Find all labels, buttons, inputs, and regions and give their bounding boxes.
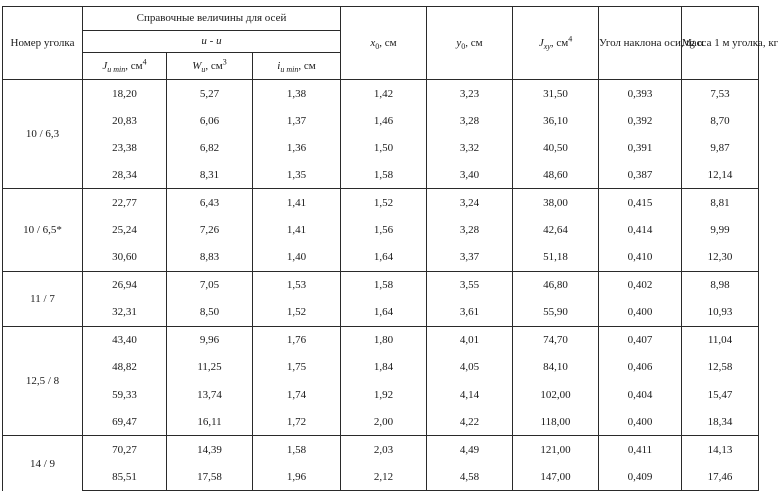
w-u-unit: , см [205, 59, 223, 72]
x0-subscript: 0 [375, 41, 380, 51]
header-j-u-min [83, 53, 167, 80]
jxy-cell: 84,10 [513, 354, 599, 381]
mass-cell: 8,70 [682, 107, 759, 134]
tan-alpha-cell: 0,409 [599, 463, 682, 491]
y0-cell: 3,24 [427, 189, 513, 217]
x0-cell: 1,58 [341, 271, 427, 299]
y0-cell: 4,22 [427, 408, 513, 436]
table-row [3, 189, 759, 217]
header-x0 [341, 7, 427, 80]
mass-cell: 8,98 [682, 271, 759, 299]
y0-cell: 3,40 [427, 161, 513, 189]
jxy-cell: 42,64 [513, 216, 599, 243]
i-u-min-cell: 1,37 [253, 107, 341, 134]
jxy-cell: 118,00 [513, 408, 599, 436]
j-u-min-cell: 48,82 [83, 354, 167, 381]
header-i-u-min [253, 53, 341, 80]
table-row [3, 134, 759, 161]
w-u-cell: 14,39 [167, 436, 253, 464]
y0-cell: 3,28 [427, 216, 513, 243]
x0-cell: 1,64 [341, 299, 427, 327]
tan-alpha-cell: 0,415 [599, 189, 682, 217]
jxy-subscript: xy [543, 41, 551, 51]
jxy-cell: 51,18 [513, 244, 599, 272]
jxy-cell: 74,70 [513, 326, 599, 354]
w-u-cell: 8,83 [167, 244, 253, 272]
j-u-min-cell: 59,33 [83, 381, 167, 408]
j-u-min-cell: 22,77 [83, 189, 167, 217]
w-u-symbol: W [192, 59, 202, 72]
i-u-min-cell: 1,52 [253, 299, 341, 327]
i-u-min-cell: 1,72 [253, 408, 341, 436]
j-u-min-cell: 43,40 [83, 326, 167, 354]
tan-alpha-cell: 0,411 [599, 436, 682, 464]
j-u-min-cell: 32,31 [83, 299, 167, 327]
x0-cell: 2,00 [341, 408, 427, 436]
i-u-min-cell: 1,75 [253, 354, 341, 381]
w-u-power: 3 [222, 56, 227, 66]
angle-number-cell: 14 / 9 [3, 436, 83, 491]
j-u-min-unit: , см [125, 59, 143, 72]
table-row [3, 80, 759, 108]
j-u-min-symbol: J [102, 59, 108, 72]
mass-cell: 9,87 [682, 134, 759, 161]
tan-alpha-cell: 0,400 [599, 299, 682, 327]
i-u-min-cell: 1,41 [253, 189, 341, 217]
w-u-cell: 8,31 [167, 161, 253, 189]
j-u-min-cell: 20,83 [83, 107, 167, 134]
j-u-min-cell: 18,20 [83, 80, 167, 108]
tan-alpha-cell: 0,407 [599, 326, 682, 354]
jxy-cell: 31,50 [513, 80, 599, 108]
header-w-u [167, 53, 253, 80]
header-jxy [513, 7, 599, 80]
tan-alpha-cell: 0,392 [599, 107, 682, 134]
mass-cell: 12,30 [682, 244, 759, 272]
mass-cell: 9,99 [682, 216, 759, 243]
y0-cell: 4,49 [427, 436, 513, 464]
jxy-cell: 102,00 [513, 381, 599, 408]
y0-cell: 4,05 [427, 354, 513, 381]
j-u-min-cell: 70,27 [83, 436, 167, 464]
angle-number-cell: 10 / 6,3 [3, 80, 83, 189]
tan-alpha-cell: 0,393 [599, 80, 682, 108]
table-row [3, 299, 759, 327]
header-inclination-angle: Угол наклона оси, tg α [599, 7, 682, 80]
table-body [3, 80, 759, 491]
j-u-min-cell: 23,38 [83, 134, 167, 161]
x0-cell: 1,50 [341, 134, 427, 161]
i-u-min-cell: 1,40 [253, 244, 341, 272]
j-u-min-subscript: u min [107, 64, 126, 74]
mass-cell: 8,81 [682, 189, 759, 217]
w-u-cell: 16,11 [167, 408, 253, 436]
tan-alpha-cell: 0,410 [599, 244, 682, 272]
table-row [3, 161, 759, 189]
i-u-min-cell: 1,35 [253, 161, 341, 189]
tan-alpha-cell: 0,414 [599, 216, 682, 243]
w-u-cell: 13,74 [167, 381, 253, 408]
w-u-subscript: u [201, 64, 206, 74]
table-row [3, 271, 759, 299]
header-axis-u: u - u [83, 31, 341, 53]
w-u-cell: 8,50 [167, 299, 253, 327]
w-u-cell: 11,25 [167, 354, 253, 381]
j-u-min-cell: 30,60 [83, 244, 167, 272]
j-u-min-cell: 85,51 [83, 463, 167, 491]
tan-alpha-cell: 0,387 [599, 161, 682, 189]
x0-cell: 1,58 [341, 161, 427, 189]
jxy-cell: 48,60 [513, 161, 599, 189]
x0-cell: 1,80 [341, 326, 427, 354]
table-row [3, 436, 759, 464]
y0-subscript: 0 [461, 41, 466, 51]
jxy-cell: 38,00 [513, 189, 599, 217]
mass-cell: 12,58 [682, 354, 759, 381]
angle-properties-table [2, 6, 778, 491]
mass-cell: 12,14 [682, 161, 759, 189]
header-mass: Масса 1 м уголка, кг [682, 7, 759, 80]
x0-cell: 1,92 [341, 381, 427, 408]
i-u-min-cell: 1,58 [253, 436, 341, 464]
w-u-cell: 6,82 [167, 134, 253, 161]
j-u-min-cell: 26,94 [83, 271, 167, 299]
w-u-cell: 17,58 [167, 463, 253, 491]
header-y0 [427, 7, 513, 80]
tan-alpha-cell: 0,406 [599, 354, 682, 381]
y0-cell: 4,58 [427, 463, 513, 491]
table-row [3, 408, 759, 436]
i-u-min-subscript: u min [280, 64, 299, 74]
jxy-cell: 46,80 [513, 271, 599, 299]
y0-cell: 3,37 [427, 244, 513, 272]
jxy-unit: , см [550, 36, 569, 49]
angle-number-cell: 12,5 / 8 [3, 326, 83, 435]
table-row [3, 381, 759, 408]
x0-cell: 1,42 [341, 80, 427, 108]
y0-unit: , см [465, 36, 483, 49]
x0-unit: , см [379, 36, 397, 49]
jxy-cell: 147,00 [513, 463, 599, 491]
jxy-power: 4 [568, 33, 573, 43]
table-row [3, 216, 759, 243]
y0-cell: 3,61 [427, 299, 513, 327]
j-u-min-cell: 25,24 [83, 216, 167, 243]
header-angle-number: Номер уголка [3, 7, 83, 80]
y0-cell: 4,01 [427, 326, 513, 354]
j-u-min-cell: 28,34 [83, 161, 167, 189]
table-header [3, 7, 778, 80]
angle-number-cell: 11 / 7 [3, 271, 83, 326]
w-u-cell: 5,27 [167, 80, 253, 108]
jxy-cell: 36,10 [513, 107, 599, 134]
x0-symbol: x [370, 36, 376, 49]
w-u-cell: 9,96 [167, 326, 253, 354]
y0-cell: 4,14 [427, 381, 513, 408]
y0-symbol: y [456, 36, 462, 49]
mass-cell: 7,53 [682, 80, 759, 108]
i-u-min-cell: 1,36 [253, 134, 341, 161]
y0-cell: 3,55 [427, 271, 513, 299]
mass-cell: 15,47 [682, 381, 759, 408]
header-reference-values: Справочные величины для осей [83, 7, 341, 31]
x0-cell: 1,52 [341, 189, 427, 217]
w-u-cell: 6,43 [167, 189, 253, 217]
y0-cell: 3,23 [427, 80, 513, 108]
jxy-cell: 121,00 [513, 436, 599, 464]
w-u-cell: 7,26 [167, 216, 253, 243]
x0-cell: 1,56 [341, 216, 427, 243]
x0-cell: 1,84 [341, 354, 427, 381]
jxy-cell: 55,90 [513, 299, 599, 327]
y0-cell: 3,28 [427, 107, 513, 134]
i-u-min-symbol: i [277, 59, 281, 72]
x0-cell: 2,12 [341, 463, 427, 491]
i-u-min-cell: 1,76 [253, 326, 341, 354]
tan-alpha-cell: 0,391 [599, 134, 682, 161]
table-row [3, 107, 759, 134]
i-u-min-cell: 1,38 [253, 80, 341, 108]
table-row [3, 354, 759, 381]
i-u-min-cell: 1,41 [253, 216, 341, 243]
x0-cell: 2,03 [341, 436, 427, 464]
i-u-min-cell: 1,96 [253, 463, 341, 491]
i-u-min-cell: 1,74 [253, 381, 341, 408]
table-row [3, 244, 759, 272]
mass-cell: 11,04 [682, 326, 759, 354]
w-u-cell: 6,06 [167, 107, 253, 134]
mass-cell: 14,13 [682, 436, 759, 464]
x0-cell: 1,64 [341, 244, 427, 272]
j-u-min-power: 4 [142, 56, 147, 66]
jxy-cell: 40,50 [513, 134, 599, 161]
mass-cell: 17,46 [682, 463, 759, 491]
table-row [3, 326, 759, 354]
mass-cell: 18,34 [682, 408, 759, 436]
mass-cell: 10,93 [682, 299, 759, 327]
j-u-min-cell: 69,47 [83, 408, 167, 436]
x0-cell: 1,46 [341, 107, 427, 134]
i-u-min-unit: , см [298, 59, 316, 72]
i-u-min-cell: 1,53 [253, 271, 341, 299]
angle-number-cell: 10 / 6,5* [3, 189, 83, 271]
tan-alpha-cell: 0,400 [599, 408, 682, 436]
w-u-cell: 7,05 [167, 271, 253, 299]
jxy-symbol: J [538, 36, 544, 49]
y0-cell: 3,32 [427, 134, 513, 161]
tan-alpha-cell: 0,402 [599, 271, 682, 299]
tan-alpha-cell: 0,404 [599, 381, 682, 408]
table-row [3, 463, 759, 491]
